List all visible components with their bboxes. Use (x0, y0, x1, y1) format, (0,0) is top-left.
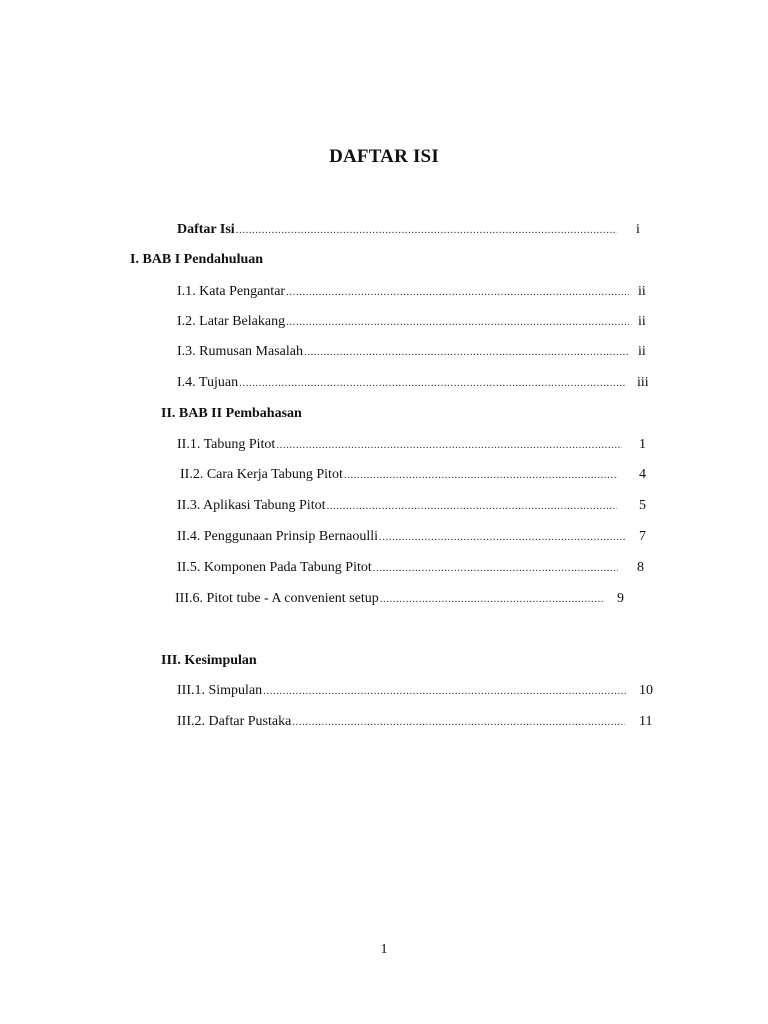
toc-entry-daftar-isi (177, 220, 617, 240)
dot-leader (304, 342, 629, 362)
toc-page-number: 10 (639, 683, 653, 698)
dot-leader (373, 558, 618, 578)
toc-entry (177, 681, 627, 701)
dot-leader (344, 465, 618, 485)
toc-page-number: 11 (639, 714, 653, 729)
toc-entry-label: I.1. Kata Pengantar (177, 284, 286, 299)
toc-entry-label: II.4. Penggunaan Prinsip Bernaoulli (177, 529, 379, 544)
toc-entry (177, 435, 622, 455)
toc-entry (177, 282, 629, 302)
toc-page-number: 4 (639, 467, 646, 482)
toc-entry (175, 589, 605, 609)
toc-entry (177, 558, 618, 578)
dot-leader (286, 312, 629, 332)
toc-entry (177, 712, 625, 732)
toc-entry (180, 465, 618, 485)
toc-entry-label: II.2. Cara Kerja Tabung Pitot (180, 467, 343, 482)
toc-page-number: iii (637, 375, 649, 390)
dot-leader (236, 220, 617, 240)
toc-page-number: i (636, 222, 640, 237)
dot-leader (286, 282, 629, 302)
toc-page-number: 8 (637, 560, 644, 575)
toc-entry-label: I.3. Rumusan Masalah (177, 344, 303, 359)
toc-page-number: ii (638, 284, 646, 299)
toc-page-number: 9 (617, 591, 624, 606)
toc-entry-label: I.2. Latar Belakang (177, 314, 286, 329)
page-title: DAFTAR ISI (329, 146, 439, 167)
dot-leader (263, 681, 627, 701)
section-heading-bab-3: III. Kesimpulan (161, 653, 257, 668)
toc-entry-label: III.2. Daftar Pustaka (177, 714, 292, 729)
toc-entry-label: III.1. Simpulan (177, 683, 263, 698)
toc-page-number: ii (638, 344, 646, 359)
section-heading-bab-2: II. BAB II Pembahasan (161, 406, 302, 421)
dot-leader (380, 589, 605, 609)
toc-entry-label: Daftar Isi (177, 222, 235, 237)
toc-entry-label: II.3. Aplikasi Tabung Pitot (177, 498, 326, 513)
toc-entry (177, 527, 626, 547)
dot-leader (239, 373, 625, 393)
dot-leader (379, 527, 626, 547)
toc-entry (177, 342, 629, 362)
toc-page-number: 1 (639, 437, 646, 452)
toc-entry-label: I.4. Tujuan (177, 375, 239, 390)
toc-entry (177, 496, 617, 516)
page-number-footer: 1 (380, 942, 388, 957)
dot-leader (292, 712, 625, 732)
toc-entry-label: II.1. Tabung Pitot (177, 437, 276, 452)
dot-leader (276, 435, 622, 455)
toc-entry (177, 373, 625, 393)
toc-entry-label: II.5. Komponen Pada Tabung Pitot (177, 560, 372, 575)
toc-page-number: ii (638, 314, 646, 329)
toc-entry-label: III.6. Pitot tube - A convenient setup (175, 591, 379, 606)
toc-entry (177, 312, 629, 332)
dot-leader (326, 496, 617, 516)
section-heading-bab-1: I. BAB I Pendahuluan (130, 252, 264, 267)
toc-page-number: 7 (639, 529, 646, 544)
toc-page-number: 5 (639, 498, 646, 513)
